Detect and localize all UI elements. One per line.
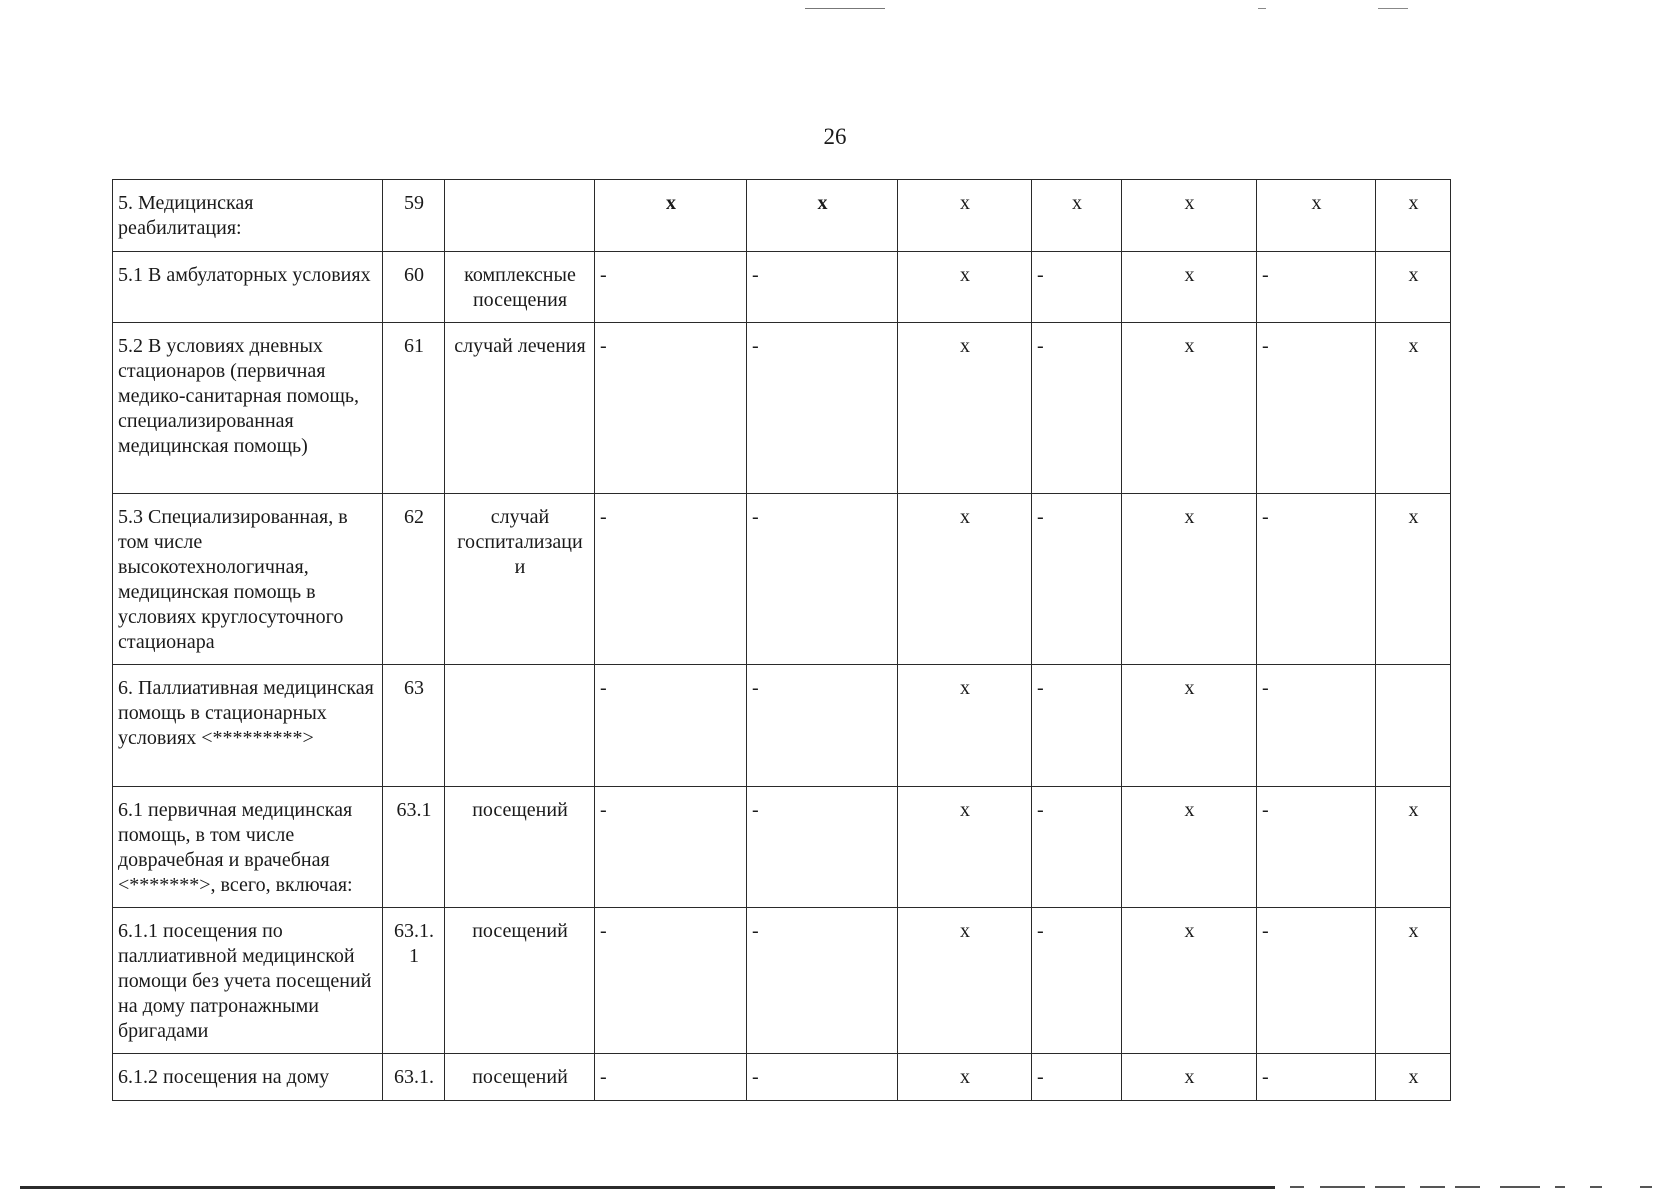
value-cell: х [1122, 908, 1257, 1054]
row-name-cell: 5.2 В условиях дневных стационаров (первичная медико-санитарная помощь, специализированная медицинская помощь) [113, 323, 383, 494]
value-cell: - [1032, 252, 1122, 323]
value-cell: - [747, 494, 898, 665]
value-cell: х [898, 787, 1032, 908]
row-unit-cell: посещений [445, 908, 595, 1054]
scan-artifact-top [805, 8, 885, 9]
value-cell: - [1257, 252, 1376, 323]
table-row [113, 180, 1451, 252]
value-cell: х [747, 180, 898, 252]
value-cell: - [1257, 1054, 1376, 1101]
value-cell: х [1376, 494, 1451, 665]
row-unit-cell: комплексные посещения [445, 252, 595, 323]
value-cell: х [1122, 494, 1257, 665]
value-cell: х [1122, 180, 1257, 252]
value-cell: - [747, 1054, 898, 1101]
row-code-cell: 63 [383, 665, 445, 787]
value-cell: - [1032, 908, 1122, 1054]
value-cell: - [1032, 494, 1122, 665]
value-cell: х [1032, 180, 1122, 252]
row-code-cell: 63.1. 1 [383, 908, 445, 1054]
row-name-cell: 6.1.1 посещения по паллиативной медицинской помощи без учета посещений на дому патронажными бригадами [113, 908, 383, 1054]
value-cell: х [1376, 180, 1451, 252]
value-cell: х [1122, 252, 1257, 323]
table-row [113, 665, 1451, 787]
value-cell: х [1376, 1054, 1451, 1101]
value-cell: х [1257, 180, 1376, 252]
value-cell: - [747, 252, 898, 323]
value-cell: - [747, 323, 898, 494]
row-code-cell: 59 [383, 180, 445, 252]
value-cell: - [1257, 787, 1376, 908]
bottom-rule-fragment [1590, 1186, 1602, 1188]
value-cell: х [1376, 787, 1451, 908]
value-cell: - [595, 787, 747, 908]
row-name-cell: 6.1 первичная медицинская помощь, в том числе доврачебная и врачебная <*******>, всего, включая: [113, 787, 383, 908]
value-cell: х [595, 180, 747, 252]
page-number: 26 [823, 124, 847, 149]
value-cell: - [747, 665, 898, 787]
value-cell: х [898, 494, 1032, 665]
value-cell: - [1257, 323, 1376, 494]
value-cell: - [1257, 494, 1376, 665]
value-cell: - [1032, 665, 1122, 787]
value-cell: - [595, 908, 747, 1054]
value-cell: - [595, 1054, 747, 1101]
value-cell: х [898, 252, 1032, 323]
value-cell: х [898, 1054, 1032, 1101]
scan-artifact-top-right [1258, 8, 1266, 9]
bottom-rule-fragment [1455, 1186, 1480, 1188]
bottom-rule-fragment [1500, 1186, 1540, 1188]
bottom-rule-fragment [1320, 1186, 1365, 1188]
row-code-cell: 63.1. [383, 1054, 445, 1101]
table-row [113, 1054, 1451, 1101]
row-unit-cell: посещений [445, 787, 595, 908]
value-cell: - [595, 252, 747, 323]
value-cell: х [898, 908, 1032, 1054]
row-unit-cell: посещений [445, 1054, 595, 1101]
data-table [112, 179, 1451, 1101]
value-cell: х [898, 665, 1032, 787]
value-cell: - [747, 908, 898, 1054]
table-body [113, 180, 1451, 1101]
value-cell: - [747, 787, 898, 908]
value-cell [1376, 665, 1451, 787]
row-unit-cell [445, 180, 595, 252]
value-cell: х [1122, 665, 1257, 787]
table-row [113, 323, 1451, 494]
row-code-cell: 60 [383, 252, 445, 323]
value-cell: х [898, 180, 1032, 252]
row-code-cell: 62 [383, 494, 445, 665]
value-cell: - [595, 494, 747, 665]
row-unit-cell: случай госпитализаци и [445, 494, 595, 665]
value-cell: х [1376, 908, 1451, 1054]
bottom-rule-fragment [1420, 1186, 1445, 1188]
value-cell: х [1376, 252, 1451, 323]
table-row [113, 908, 1451, 1054]
value-cell: - [1257, 665, 1376, 787]
value-cell: х [898, 323, 1032, 494]
value-cell: - [595, 323, 747, 494]
row-code-cell: 63.1 [383, 787, 445, 908]
row-name-cell: 6.1.2 посещения на дому [113, 1054, 383, 1101]
row-name-cell: 5.3 Специализированная, в том числе высокотехнологичная, медицинская помощь в условиях круглосуточного стационара [113, 494, 383, 665]
row-name-cell: 5.1 В амбулаторных условиях [113, 252, 383, 323]
value-cell: х [1122, 1054, 1257, 1101]
value-cell: - [1032, 323, 1122, 494]
table-row [113, 494, 1451, 665]
row-unit-cell: случай лечения [445, 323, 595, 494]
value-cell: х [1376, 323, 1451, 494]
value-cell: х [1122, 323, 1257, 494]
value-cell: - [1032, 1054, 1122, 1101]
value-cell: - [1032, 787, 1122, 908]
bottom-rule-fragment [1290, 1186, 1304, 1188]
row-code-cell: 61 [383, 323, 445, 494]
value-cell: - [595, 665, 747, 787]
bottom-rule [20, 1186, 1275, 1189]
table-row [113, 787, 1451, 908]
row-name-cell: 5. Медицинская реабилитация: [113, 180, 383, 252]
table-row [113, 252, 1451, 323]
value-cell: - [1257, 908, 1376, 1054]
bottom-rule-fragment [1555, 1186, 1565, 1188]
bottom-rule-fragment [1375, 1186, 1405, 1188]
scan-artifact-top-right-2 [1378, 8, 1408, 9]
row-name-cell: 6. Паллиативная медицинская помощь в стационарных условиях <*********> [113, 665, 383, 787]
value-cell: х [1122, 787, 1257, 908]
bottom-rule-fragment [1640, 1186, 1652, 1188]
row-unit-cell [445, 665, 595, 787]
